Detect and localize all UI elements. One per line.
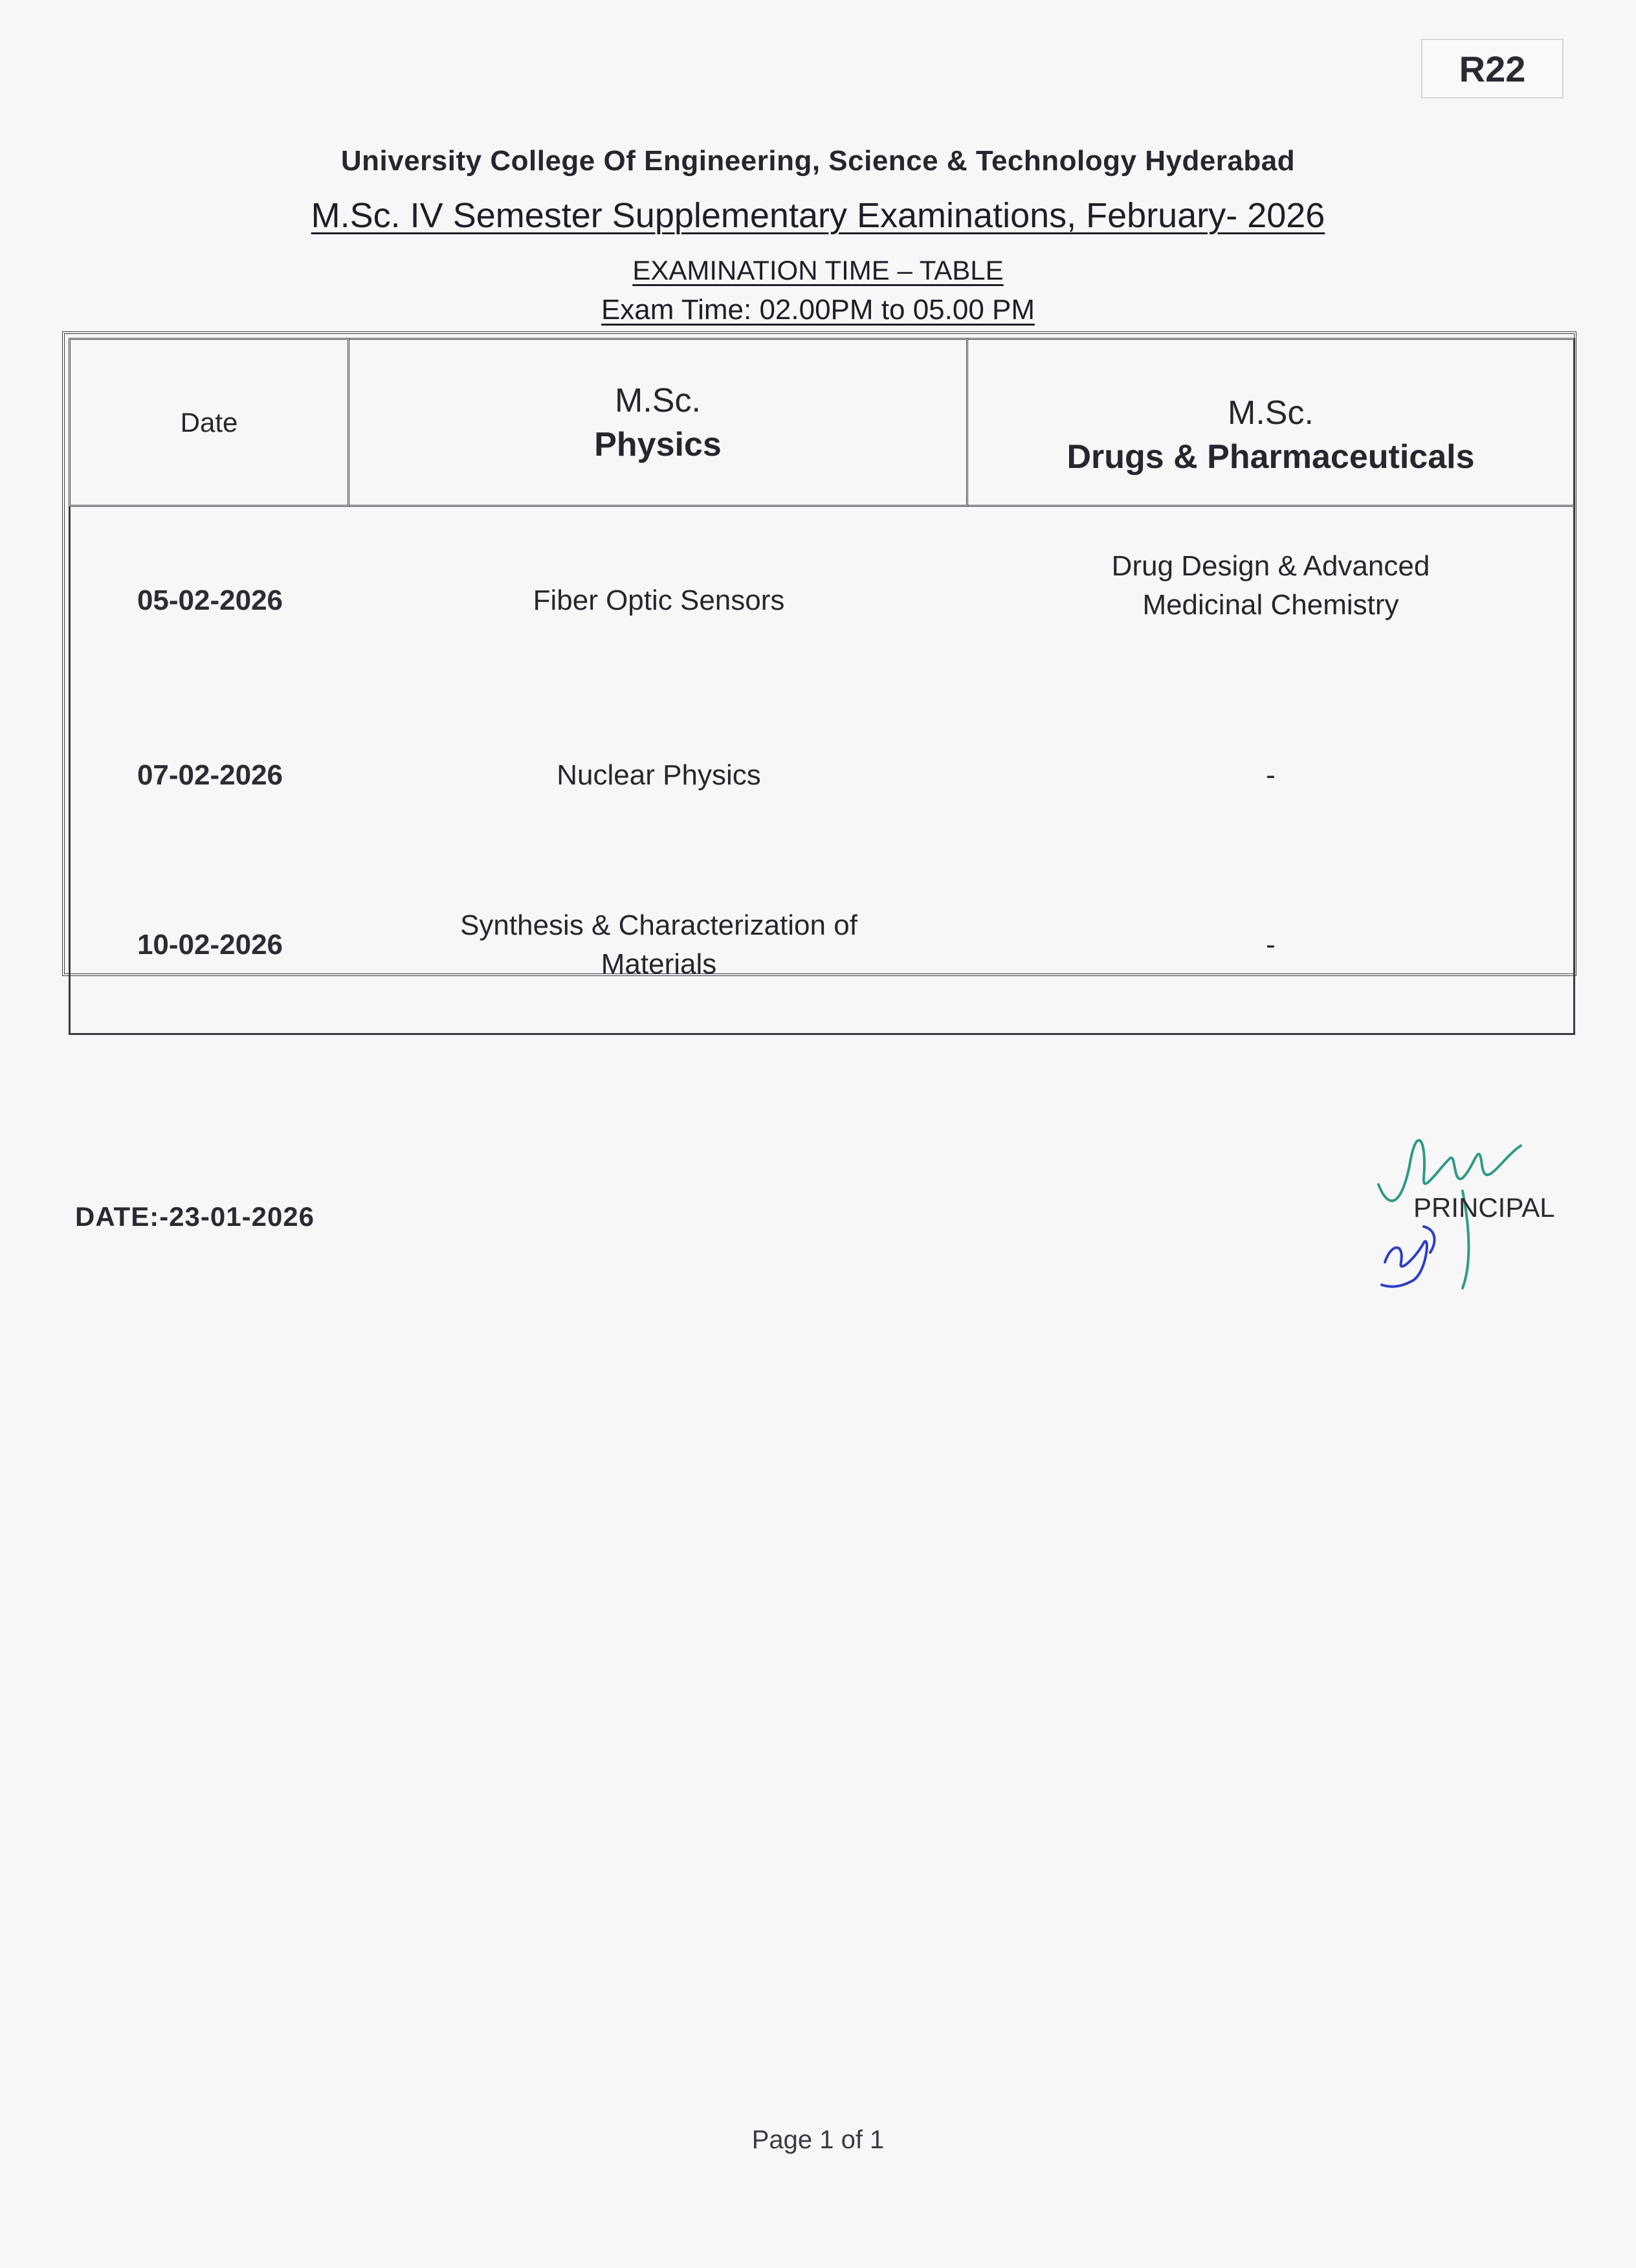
row-physics-subject	[349, 857, 968, 1035]
row-drugs-subject	[968, 694, 1575, 857]
timetable-title: EXAMINATION TIME – TABLE	[632, 255, 1004, 285]
row-drugs-subject-line1: Drug Design & Advanced	[1111, 550, 1430, 582]
table-row	[69, 507, 1575, 694]
principal-label: PRINCIPAL	[1413, 1192, 1555, 1223]
table-row	[69, 857, 1575, 1035]
column-header-physics-degree: M.Sc.	[615, 381, 701, 419]
institution-name: University College Of Engineering, Science & Technology Hyderabad	[340, 145, 1296, 177]
timetable	[62, 331, 1576, 980]
row-date: 07-02-2026	[69, 694, 349, 857]
exam-title: M.Sc. IV Semester Supplementary Examinations, February- 2026	[311, 196, 1325, 235]
row-drugs-subject	[968, 857, 1575, 1035]
row-date: 10-02-2026	[69, 857, 349, 1035]
row-date: 05-02-2026	[69, 507, 349, 694]
column-header-physics-subject: Physics	[594, 425, 722, 463]
timetable-grid	[69, 338, 1575, 1035]
column-header-physics	[349, 338, 968, 507]
row-physics-subject: Fiber Optic Sensors	[533, 584, 785, 616]
column-header-drugs	[968, 338, 1575, 507]
signature-blue-stroke	[1382, 1227, 1435, 1287]
row-drugs-subject-line1: -	[1266, 759, 1276, 791]
row-physics-subject: Nuclear Physics	[557, 759, 761, 791]
document-date: DATE:-23-01-2026	[75, 1201, 315, 1232]
row-drugs-subject-line1: -	[1266, 929, 1276, 961]
row-drugs-subject	[968, 507, 1575, 694]
table-row	[69, 694, 1575, 857]
column-header-drugs-degree: M.Sc.	[1228, 394, 1314, 432]
row-drugs-subject-line2: Medicinal Chemistry	[1142, 589, 1399, 621]
exam-time: Exam Time: 02.00PM to 05.00 PM	[601, 294, 1035, 326]
row-physics-subject-line1: Synthesis & Characterization of	[460, 909, 857, 941]
regulation-code-badge: R22	[1421, 39, 1564, 98]
row-physics-subject-line2: Materials	[601, 948, 717, 980]
column-header-drugs-subject: Drugs & Pharmaceuticals	[1067, 438, 1475, 476]
column-header-date: Date	[69, 338, 349, 507]
page-number: Page 1 of 1	[751, 2126, 885, 2154]
table-header-row	[69, 338, 1575, 507]
